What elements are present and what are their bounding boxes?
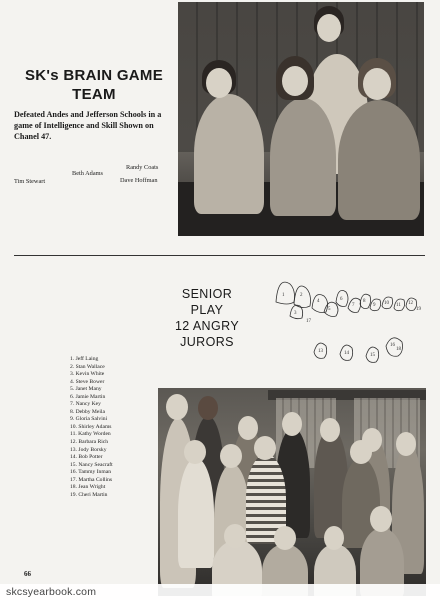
sketch-number: 15 [370, 353, 375, 358]
page-number: 66 [24, 570, 31, 578]
caption-beth-adams: Beth Adams [72, 170, 103, 177]
cast-list-item: 6. Jamie Martin [70, 393, 106, 400]
brain-game-title-line1: SK's BRAIN GAME [24, 67, 164, 84]
photo-face [282, 66, 308, 96]
cast-list-item: 12. Barbara Rich [70, 439, 109, 446]
cast-list-item: 15. Nancy Seacraft [70, 461, 113, 468]
cast-list [70, 356, 170, 499]
cast-list-item: 10. Shirley Adams [70, 423, 112, 430]
cast-list-item: 18. Jean Wright [70, 484, 106, 491]
cast-list-item: 13. Jody Borsky [70, 446, 107, 453]
cast-outline-sketch [270, 272, 428, 378]
sketch-number: 12 [408, 301, 413, 306]
senior-play-title-line1: SENIOR [181, 287, 233, 301]
photo-person [338, 100, 420, 220]
photo-face [320, 418, 340, 442]
cast-list-item: 4. Steve Bower [70, 378, 105, 385]
brain-game-description: Defeated Andes and Jefferson Schools in a game of Intelligence and Skill Shown on Chanel 47. [14, 110, 162, 141]
sketch-number: 11 [396, 303, 401, 308]
photo-face [166, 394, 188, 420]
caption-dave-hoffman: Dave Hoffman [120, 177, 158, 184]
sketch-number: 1 [282, 293, 285, 298]
senior-play-title-line2: PLAY [190, 303, 224, 317]
cast-list-item: 2. Stan Wallace [70, 363, 105, 370]
senior-play-cast-photo [158, 388, 426, 596]
sketch-number: 3 [294, 311, 297, 316]
sketch-number: 19 [416, 307, 421, 312]
sketch-number: 4 [317, 299, 320, 304]
sketch-number: 16 [390, 343, 395, 348]
sketch-number: 10 [384, 301, 389, 306]
photo-person [194, 94, 264, 214]
sketch-number: 18 [396, 347, 401, 352]
senior-play-title [170, 286, 244, 350]
photo-face [198, 396, 218, 420]
caption-randy-coats: Randy Coats [126, 164, 159, 171]
photo-face [350, 440, 372, 464]
photo-face [274, 526, 296, 550]
photo-face [282, 412, 302, 436]
photo-person [270, 98, 336, 216]
photo-face [254, 436, 276, 460]
sketch-number: 6 [340, 297, 343, 302]
sketch-number: 9 [373, 303, 376, 308]
senior-play-title-line4: JURORS [180, 335, 234, 349]
cast-list-item: 3. Kevin White [70, 371, 105, 378]
cast-list-item: 9. Gloria Salvini [70, 416, 108, 423]
sketch-number: 13 [318, 349, 323, 354]
sketch-number: 2 [300, 293, 303, 298]
brain-game-title-line2: TEAM [72, 86, 116, 103]
photo-person [178, 458, 214, 568]
photo-face [396, 432, 416, 456]
photo-face [220, 444, 242, 468]
cast-list-item: 1. Jeff Laing [70, 356, 99, 362]
sketch-number: 14 [344, 351, 349, 356]
site-watermark[interactable]: skcsyearbook.com [0, 584, 440, 600]
photo-face [363, 68, 391, 100]
cast-list-item: 11. Kathy Worden [70, 431, 111, 438]
cast-list-item: 14. Bob Potter [70, 454, 103, 461]
sketch-number: 8 [363, 299, 366, 304]
photo-face [370, 506, 392, 532]
cast-list-item: 17. Martha Collins [70, 476, 113, 483]
brain-game-team-photo [178, 2, 424, 236]
cast-list-item: 8. Debby Meila [70, 408, 105, 415]
sketch-number: 7 [352, 303, 355, 308]
cast-list-item: 16. Tammy Inman [70, 469, 111, 476]
cast-list-item: 5. Janet Many [70, 386, 102, 393]
photo-face [324, 526, 344, 550]
senior-play-title-line3: 12 ANGRY [174, 319, 240, 333]
cast-list-item: 19. Cheri Martin [70, 491, 108, 498]
photo-face [206, 68, 232, 98]
section-divider [14, 255, 425, 256]
photo-face [238, 416, 258, 440]
brain-game-title [18, 66, 170, 104]
sketch-number: 17 [306, 319, 311, 324]
photo-face [224, 524, 246, 548]
sketch-number: 5 [328, 307, 331, 312]
photo-face [317, 14, 341, 42]
cast-list-item: 7. Nancy Key [70, 401, 101, 408]
caption-tim-stewart: Tim Stewart [14, 178, 46, 185]
photo-face [184, 440, 206, 464]
